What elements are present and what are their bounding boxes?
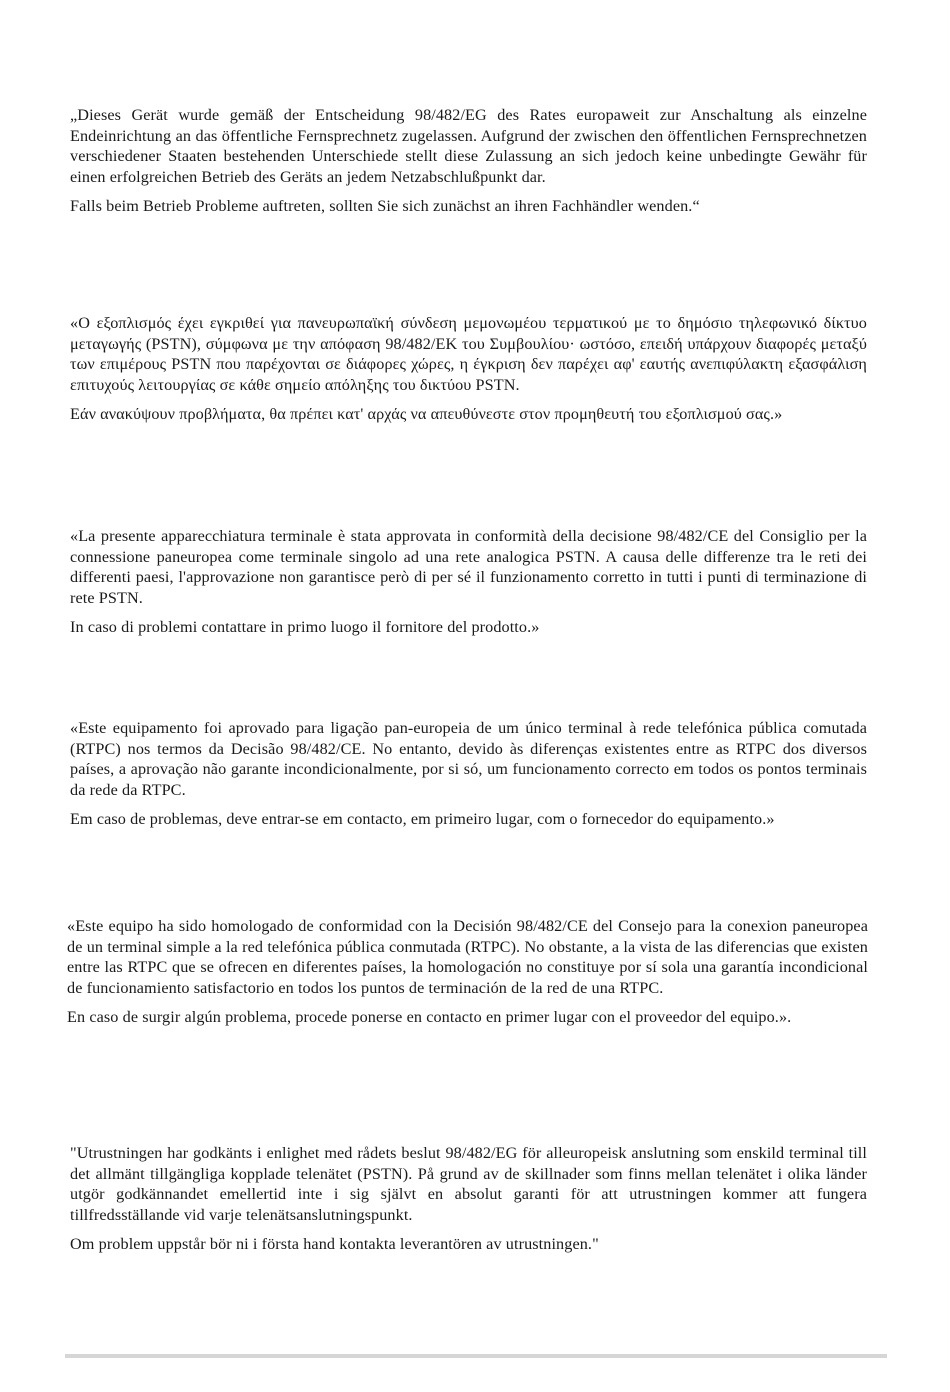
notice-swedish-paragraph-1: "Utrustningen har godkänts i enlighet med rådets beslut 98/482/EG för alleuropeisk anslutning som enskild terminal till det allmänt tillgängliga kopplade telenätet (PSTN). På grund av de skillnader som finns mellan telenätet i olika länder utgör godkännandet emellertid inte i sig självt en absolut garanti för att utrustningen kommer att fungera tillfredsställande vid varje telenätsanslutningspunkt. xyxy=(70,1144,867,1224)
notice-spanish-paragraph-2: En caso de surgir algún problema, procede ponerse en contacto en primer lugar con el proveedor del equipo.». xyxy=(67,1008,792,1026)
notice-portuguese-paragraph-1: «Este equipamento foi aprovado para ligação pan-europeia de um único terminal à rede telefónica pública comutada (RTPC) nos termos da Decisão 98/482/CE. No entanto, devido às diferenças existentes entre as RTPC dos diversos países, a aprovação não garante incondicionalmente, por si só, um funcionamento correcto em todos os pontos terminais da rede da RTPC. xyxy=(70,719,867,799)
notice-swedish xyxy=(70,1143,867,1255)
notice-german-paragraph-1: „Dieses Gerät wurde gemäß der Entscheidung 98/482/EG des Rates europaweit zur Anschaltung als einzelne Endeinrichtung an das öffentliche Fernsprechnetz zugelassen. Aufgrund der zwischen den öffentlichen Fernsprechnetzen verschiedener Staaten bestehenden Unterschiede stellt diese Zulassung an sich jedoch keine unbedingte Gewähr für einen erfolgreichen Betrieb des Geräts an jedem Netzabschlußpunkt dar. xyxy=(70,106,867,186)
notice-german-paragraph-2: Falls beim Betrieb Probleme auftreten, sollten Sie sich zunächst an ihren Fachhändler wenden.“ xyxy=(70,197,700,215)
notice-spanish xyxy=(67,916,868,1028)
notice-italian xyxy=(70,526,867,638)
notice-swedish-paragraph-2: Om problem uppstår bör ni i första hand kontakta leverantören av utrustningen." xyxy=(70,1235,599,1253)
notice-portuguese xyxy=(70,718,867,830)
notice-portuguese-paragraph-2: Em caso de problemas, deve entrar-se em contacto, em primeiro lugar, com o fornecedor do equipamento.» xyxy=(70,810,775,828)
notice-greek-paragraph-1: «Ο εξοπλισμός έχει εγκριθεί για πανευρωπαϊκή σύνδεση μεμονωμέου τερματικού με το δημόσιο τηλεφωνικό δίκτυο μεταγωγής (PSTN), σύμφωνα με την απόφαση 98/482/ΕΚ του Συμβουλίου· ωστόσο, επειδή υπάρχουν διαφορές μεταξύ των επιμέρους PSTN που παρέχονται σε διάφορες χώρες, η έγκριση δεν παρέχει αφ' εαυτής ανεπιφύλακτη εξασφάλιση επιτυχούς λειτουργίας σε κάθε σημείο απόληξης του δικτύου PSTN. xyxy=(70,314,867,394)
notice-spanish-paragraph-1: «Este equipo ha sido homologado de conformidad con la Decisión 98/482/CE del Consejo para la conexion paneuropea de un terminal simple a la red telefónica pública conmutada (RTPC). No obstante, a la vista de las diferencias que existen entre las RTPC que se ofrecen en diferentes países, la homologación no constituye por sí sola una garantía incondicional de funcionamiento satisfactorio en todos los puntos de terminación de la red de una RTPC. xyxy=(67,917,868,997)
notice-italian-paragraph-2: In caso di problemi contattare in primo luogo il fornitore del prodotto.» xyxy=(70,618,540,636)
notice-greek-paragraph-2: Εάν ανακύψουν προβλήματα, θα πρέπει κατ' αρχάς να απευθύνεστε στον προμηθευτή του εξοπλισμού σας.» xyxy=(70,405,783,423)
notice-italian-paragraph-1: «La presente apparecchiatura terminale è stata approvata in conformità della decisione 98/482/CE del Consiglio per la connessione paneuropea come terminale singolo ad una rete analogica PSTN. A causa delle differenze tra le reti dei differenti paesi, l'approvazione non garantisce però di per sé il funzionamento corretto in tutti i punti di terminazione di rete PSTN. xyxy=(70,527,867,607)
notice-greek xyxy=(70,313,867,425)
notice-german xyxy=(70,105,867,217)
footer-divider xyxy=(65,1354,887,1358)
